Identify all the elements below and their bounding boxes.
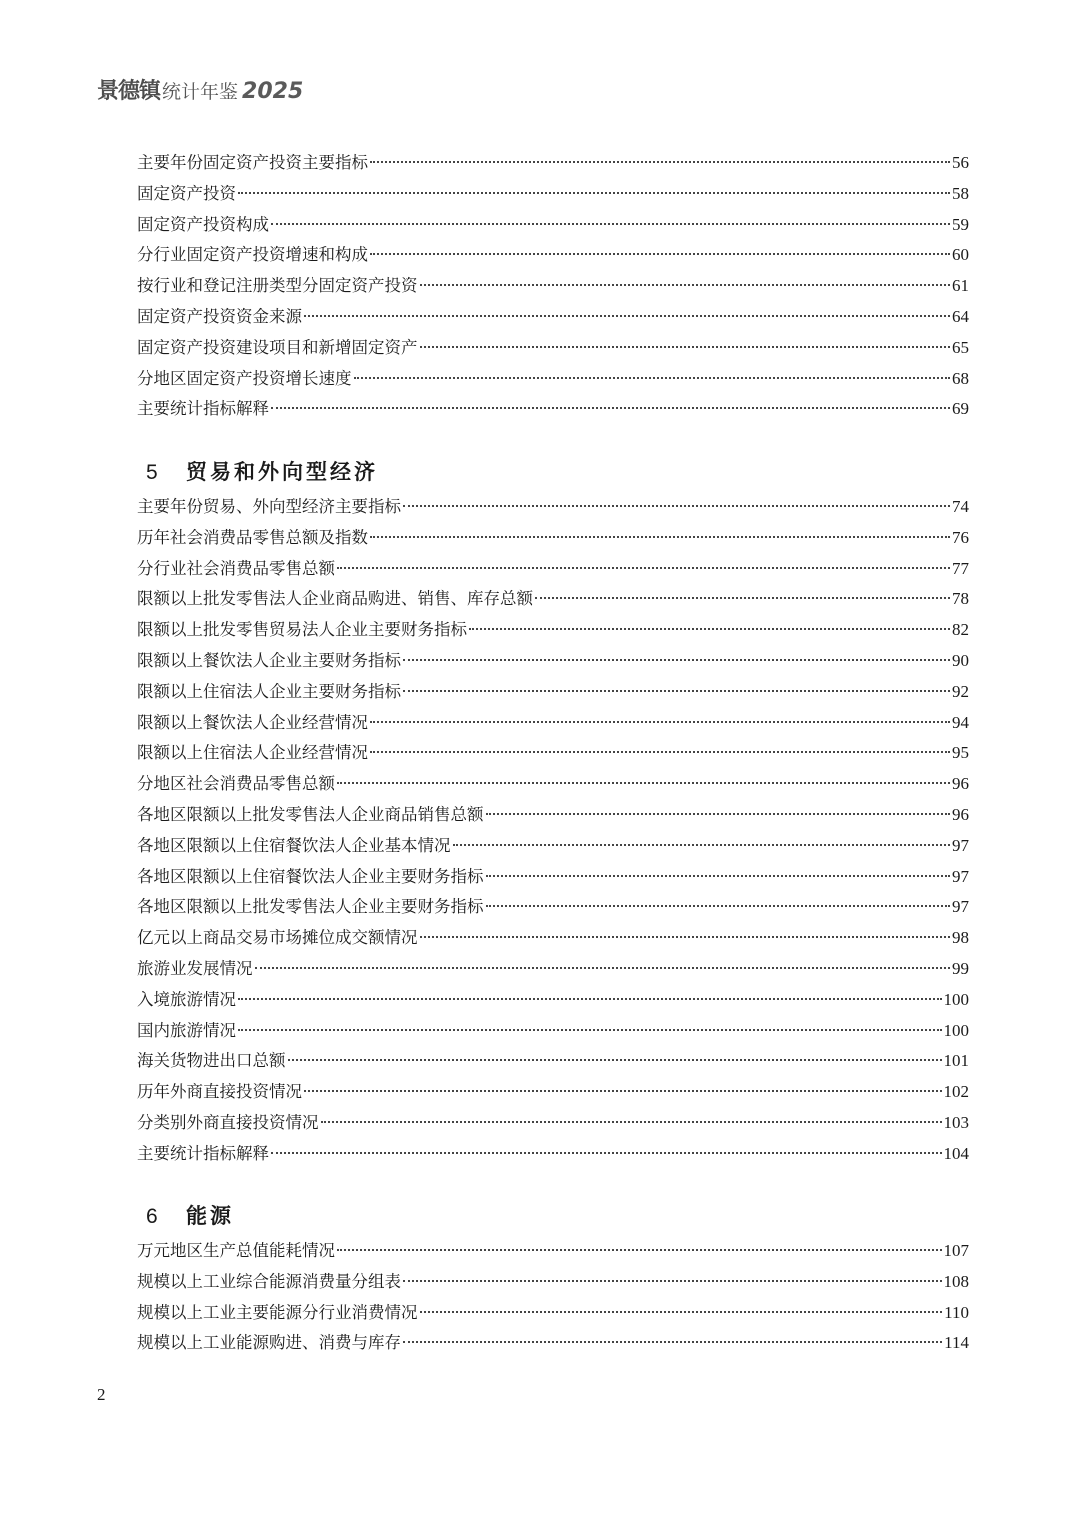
toc-entry-title: 主要统计指标解释 xyxy=(137,1143,269,1163)
dot-leader xyxy=(337,782,950,784)
toc-entry[interactable] xyxy=(137,364,969,395)
toc-entry-page: 110 xyxy=(944,1302,969,1322)
toc-entry-page: 99 xyxy=(952,958,969,978)
chapter-title: 能源 xyxy=(186,1203,234,1228)
toc-entry[interactable] xyxy=(137,615,969,646)
toc-entry[interactable] xyxy=(137,1108,969,1139)
toc-entry[interactable] xyxy=(137,210,969,241)
toc-entry-title: 限额以上批发零售法人企业商品购进、销售、库存总额 xyxy=(137,589,533,609)
toc-section-energy xyxy=(137,1236,969,1359)
toc-entry-title: 限额以上批发零售贸易法人企业主要财务指标 xyxy=(137,620,467,640)
running-head xyxy=(97,74,303,104)
toc-entry[interactable] xyxy=(137,1267,969,1298)
toc-entry-title: 主要统计指标解释 xyxy=(137,399,269,419)
toc-entry[interactable] xyxy=(137,271,969,302)
toc-entry[interactable] xyxy=(137,302,969,333)
dot-leader xyxy=(403,690,950,692)
toc-entry-title: 分地区社会消费品零售总额 xyxy=(137,774,335,794)
dot-leader xyxy=(486,875,951,877)
dot-leader xyxy=(271,407,950,409)
toc-entry-title: 固定资产投资 xyxy=(137,183,236,203)
toc-entry-page: 96 xyxy=(952,774,969,794)
toc-section-trade xyxy=(137,492,969,1170)
toc-entry[interactable] xyxy=(137,769,969,800)
toc-entry-title: 历年社会消费品零售总额及指数 xyxy=(137,527,368,547)
chapter-title: 贸易和外向型经济 xyxy=(186,459,378,484)
toc-entry-title: 各地区限额以上住宿餐饮法人企业基本情况 xyxy=(137,835,451,855)
toc-entry[interactable] xyxy=(137,1139,969,1170)
toc-entry-title: 海关货物进出口总额 xyxy=(137,1051,286,1071)
toc-entry-page: 61 xyxy=(952,276,969,296)
dot-leader xyxy=(255,967,951,969)
toc-entry[interactable] xyxy=(137,1298,969,1329)
toc-entry-title: 限额以上住宿法人企业经营情况 xyxy=(137,743,368,763)
toc-entry-page: 90 xyxy=(952,650,969,670)
dot-leader xyxy=(486,905,951,907)
dot-leader xyxy=(420,346,951,348)
toc-entry-page: 97 xyxy=(952,866,969,886)
toc-entry[interactable] xyxy=(137,523,969,554)
toc-entry-page: 107 xyxy=(943,1241,969,1260)
toc-entry[interactable] xyxy=(137,492,969,523)
toc-entry[interactable] xyxy=(137,1236,969,1267)
toc-entry-title: 固定资产投资建设项目和新增固定资产 xyxy=(137,337,418,357)
toc-entry-title: 入境旅游情况 xyxy=(137,989,236,1009)
dot-leader xyxy=(370,253,950,255)
dot-leader xyxy=(238,1029,942,1031)
toc-entry-page: 96 xyxy=(952,804,969,824)
toc-entry[interactable] xyxy=(137,738,969,769)
toc-entry-page: 60 xyxy=(952,245,969,265)
toc-entry-title: 限额以上餐饮法人企业经营情况 xyxy=(137,712,368,732)
dot-leader xyxy=(288,1059,942,1061)
dot-leader xyxy=(271,223,950,225)
dot-leader xyxy=(354,377,951,379)
toc-entry-page: 65 xyxy=(952,337,969,357)
dot-leader xyxy=(370,536,950,538)
toc-entry-page: 97 xyxy=(952,835,969,855)
dot-leader xyxy=(321,1121,942,1123)
toc-entry-title: 分行业固定资产投资增速和构成 xyxy=(137,245,368,265)
dot-leader xyxy=(403,659,950,661)
toc-entry-page: 100 xyxy=(943,1020,969,1040)
toc-entry-title: 规模以上工业能源购进、消费与库存 xyxy=(137,1333,401,1353)
toc-entry[interactable] xyxy=(137,394,969,425)
dot-leader xyxy=(304,315,950,317)
toc-entry-title: 亿元以上商品交易市场摊位成交额情况 xyxy=(137,928,418,948)
dot-leader xyxy=(337,567,950,569)
toc-entry-title: 各地区限额以上批发零售法人企业主要财务指标 xyxy=(137,897,484,917)
toc-entry[interactable] xyxy=(137,584,969,615)
toc-entry-title: 分行业社会消费品零售总额 xyxy=(137,558,335,578)
toc-entry-title: 固定资产投资资金来源 xyxy=(137,306,302,326)
running-head-city: 景德镇 xyxy=(97,79,161,104)
toc-entry-page: 74 xyxy=(952,497,969,516)
chapter-number: 6 xyxy=(146,1205,158,1228)
toc-entry-title: 按行业和登记注册类型分固定资产投资 xyxy=(137,276,418,296)
running-head-year: 2025 xyxy=(242,79,304,104)
toc-entry-title: 主要年份贸易、外向型经济主要指标 xyxy=(137,497,401,516)
toc-entry-page: 78 xyxy=(952,589,969,609)
dot-leader xyxy=(403,1341,942,1343)
toc-entry-page: 56 xyxy=(952,153,969,172)
toc-entry-title: 规模以上工业综合能源消费量分组表 xyxy=(137,1271,401,1291)
toc-entry-title: 国内旅游情况 xyxy=(137,1020,236,1040)
dot-leader xyxy=(370,161,950,163)
dot-leader xyxy=(420,284,951,286)
toc-entry[interactable] xyxy=(137,1077,969,1108)
toc-entry[interactable] xyxy=(137,646,969,677)
chapter-number: 5 xyxy=(146,461,158,484)
toc-entry-title: 分类别外商直接投资情况 xyxy=(137,1112,319,1132)
toc-entry[interactable] xyxy=(137,862,969,893)
toc-entry-title: 各地区限额以上住宿餐饮法人企业主要财务指标 xyxy=(137,866,484,886)
toc-entry-title: 主要年份固定资产投资主要指标 xyxy=(137,153,368,172)
toc-entry[interactable] xyxy=(137,1328,969,1359)
toc-entry-page: 108 xyxy=(943,1271,969,1291)
dot-leader xyxy=(420,936,951,938)
toc-entry[interactable] xyxy=(137,333,969,364)
toc-entry[interactable] xyxy=(137,708,969,739)
toc-entry-title: 历年外商直接投资情况 xyxy=(137,1082,302,1102)
toc-entry-page: 76 xyxy=(952,527,969,547)
dot-leader xyxy=(420,1311,943,1313)
toc-entry-page: 102 xyxy=(943,1082,969,1102)
toc-entry-page: 92 xyxy=(952,681,969,701)
toc-entry[interactable] xyxy=(137,954,969,985)
toc-entry[interactable] xyxy=(137,800,969,831)
toc-entry-page: 94 xyxy=(952,712,969,732)
toc-entry[interactable] xyxy=(137,923,969,954)
toc-entry-page: 77 xyxy=(952,558,969,578)
dot-leader xyxy=(469,628,950,630)
toc-entry-title: 规模以上工业主要能源分行业消费情况 xyxy=(137,1302,418,1322)
dot-leader xyxy=(271,1152,942,1154)
chapter-heading-5 xyxy=(146,456,378,486)
toc-entry-page: 58 xyxy=(952,183,969,203)
toc-entry[interactable] xyxy=(137,1046,969,1077)
dot-leader xyxy=(370,751,950,753)
toc-entry-title: 旅游业发展情况 xyxy=(137,958,253,978)
dot-leader xyxy=(403,505,950,507)
toc-section-investment xyxy=(137,148,969,425)
dot-leader xyxy=(337,1249,942,1251)
toc-entry-title: 限额以上餐饮法人企业主要财务指标 xyxy=(137,650,401,670)
toc-entry[interactable] xyxy=(137,148,969,179)
running-head-book: 统计年鉴 xyxy=(162,81,239,103)
toc-entry[interactable] xyxy=(137,831,969,862)
toc-entry[interactable] xyxy=(137,677,969,708)
toc-entry-page: 68 xyxy=(952,368,969,388)
page-number: 2 xyxy=(97,1385,106,1404)
toc-entry[interactable] xyxy=(137,892,969,923)
toc-entry-page: 114 xyxy=(944,1333,969,1353)
toc-entry-title: 固定资产投资构成 xyxy=(137,214,269,234)
toc-entry-title: 限额以上住宿法人企业主要财务指标 xyxy=(137,681,401,701)
dot-leader xyxy=(453,844,951,846)
toc-entry-page: 59 xyxy=(952,214,969,234)
toc-entry-page: 104 xyxy=(943,1143,969,1163)
toc-entry-page: 97 xyxy=(952,897,969,917)
toc-entry-title: 各地区限额以上批发零售法人企业商品销售总额 xyxy=(137,804,484,824)
toc-entry-page: 100 xyxy=(943,989,969,1009)
toc-entry-page: 82 xyxy=(952,620,969,640)
dot-leader xyxy=(486,813,951,815)
dot-leader xyxy=(370,721,950,723)
toc-entry-page: 95 xyxy=(952,743,969,763)
dot-leader xyxy=(238,998,942,1000)
toc-entry[interactable] xyxy=(137,240,969,271)
chapter-heading-6 xyxy=(146,1200,234,1230)
toc-entry[interactable] xyxy=(137,1016,969,1047)
dot-leader xyxy=(403,1280,942,1282)
dot-leader xyxy=(238,192,950,194)
toc-entry-page: 64 xyxy=(952,306,969,326)
dot-leader xyxy=(304,1090,942,1092)
toc-entry-page: 98 xyxy=(952,928,969,948)
toc-entry[interactable] xyxy=(137,985,969,1016)
toc-entry[interactable] xyxy=(137,179,969,210)
toc-entry-title: 分地区固定资产投资增长速度 xyxy=(137,368,352,388)
toc-entry[interactable] xyxy=(137,554,969,585)
toc-entry-page: 103 xyxy=(943,1112,969,1132)
toc-entry-page: 69 xyxy=(952,399,969,419)
toc-entry-title: 万元地区生产总值能耗情况 xyxy=(137,1241,335,1260)
dot-leader xyxy=(535,597,950,599)
toc-entry-page: 101 xyxy=(943,1051,969,1071)
